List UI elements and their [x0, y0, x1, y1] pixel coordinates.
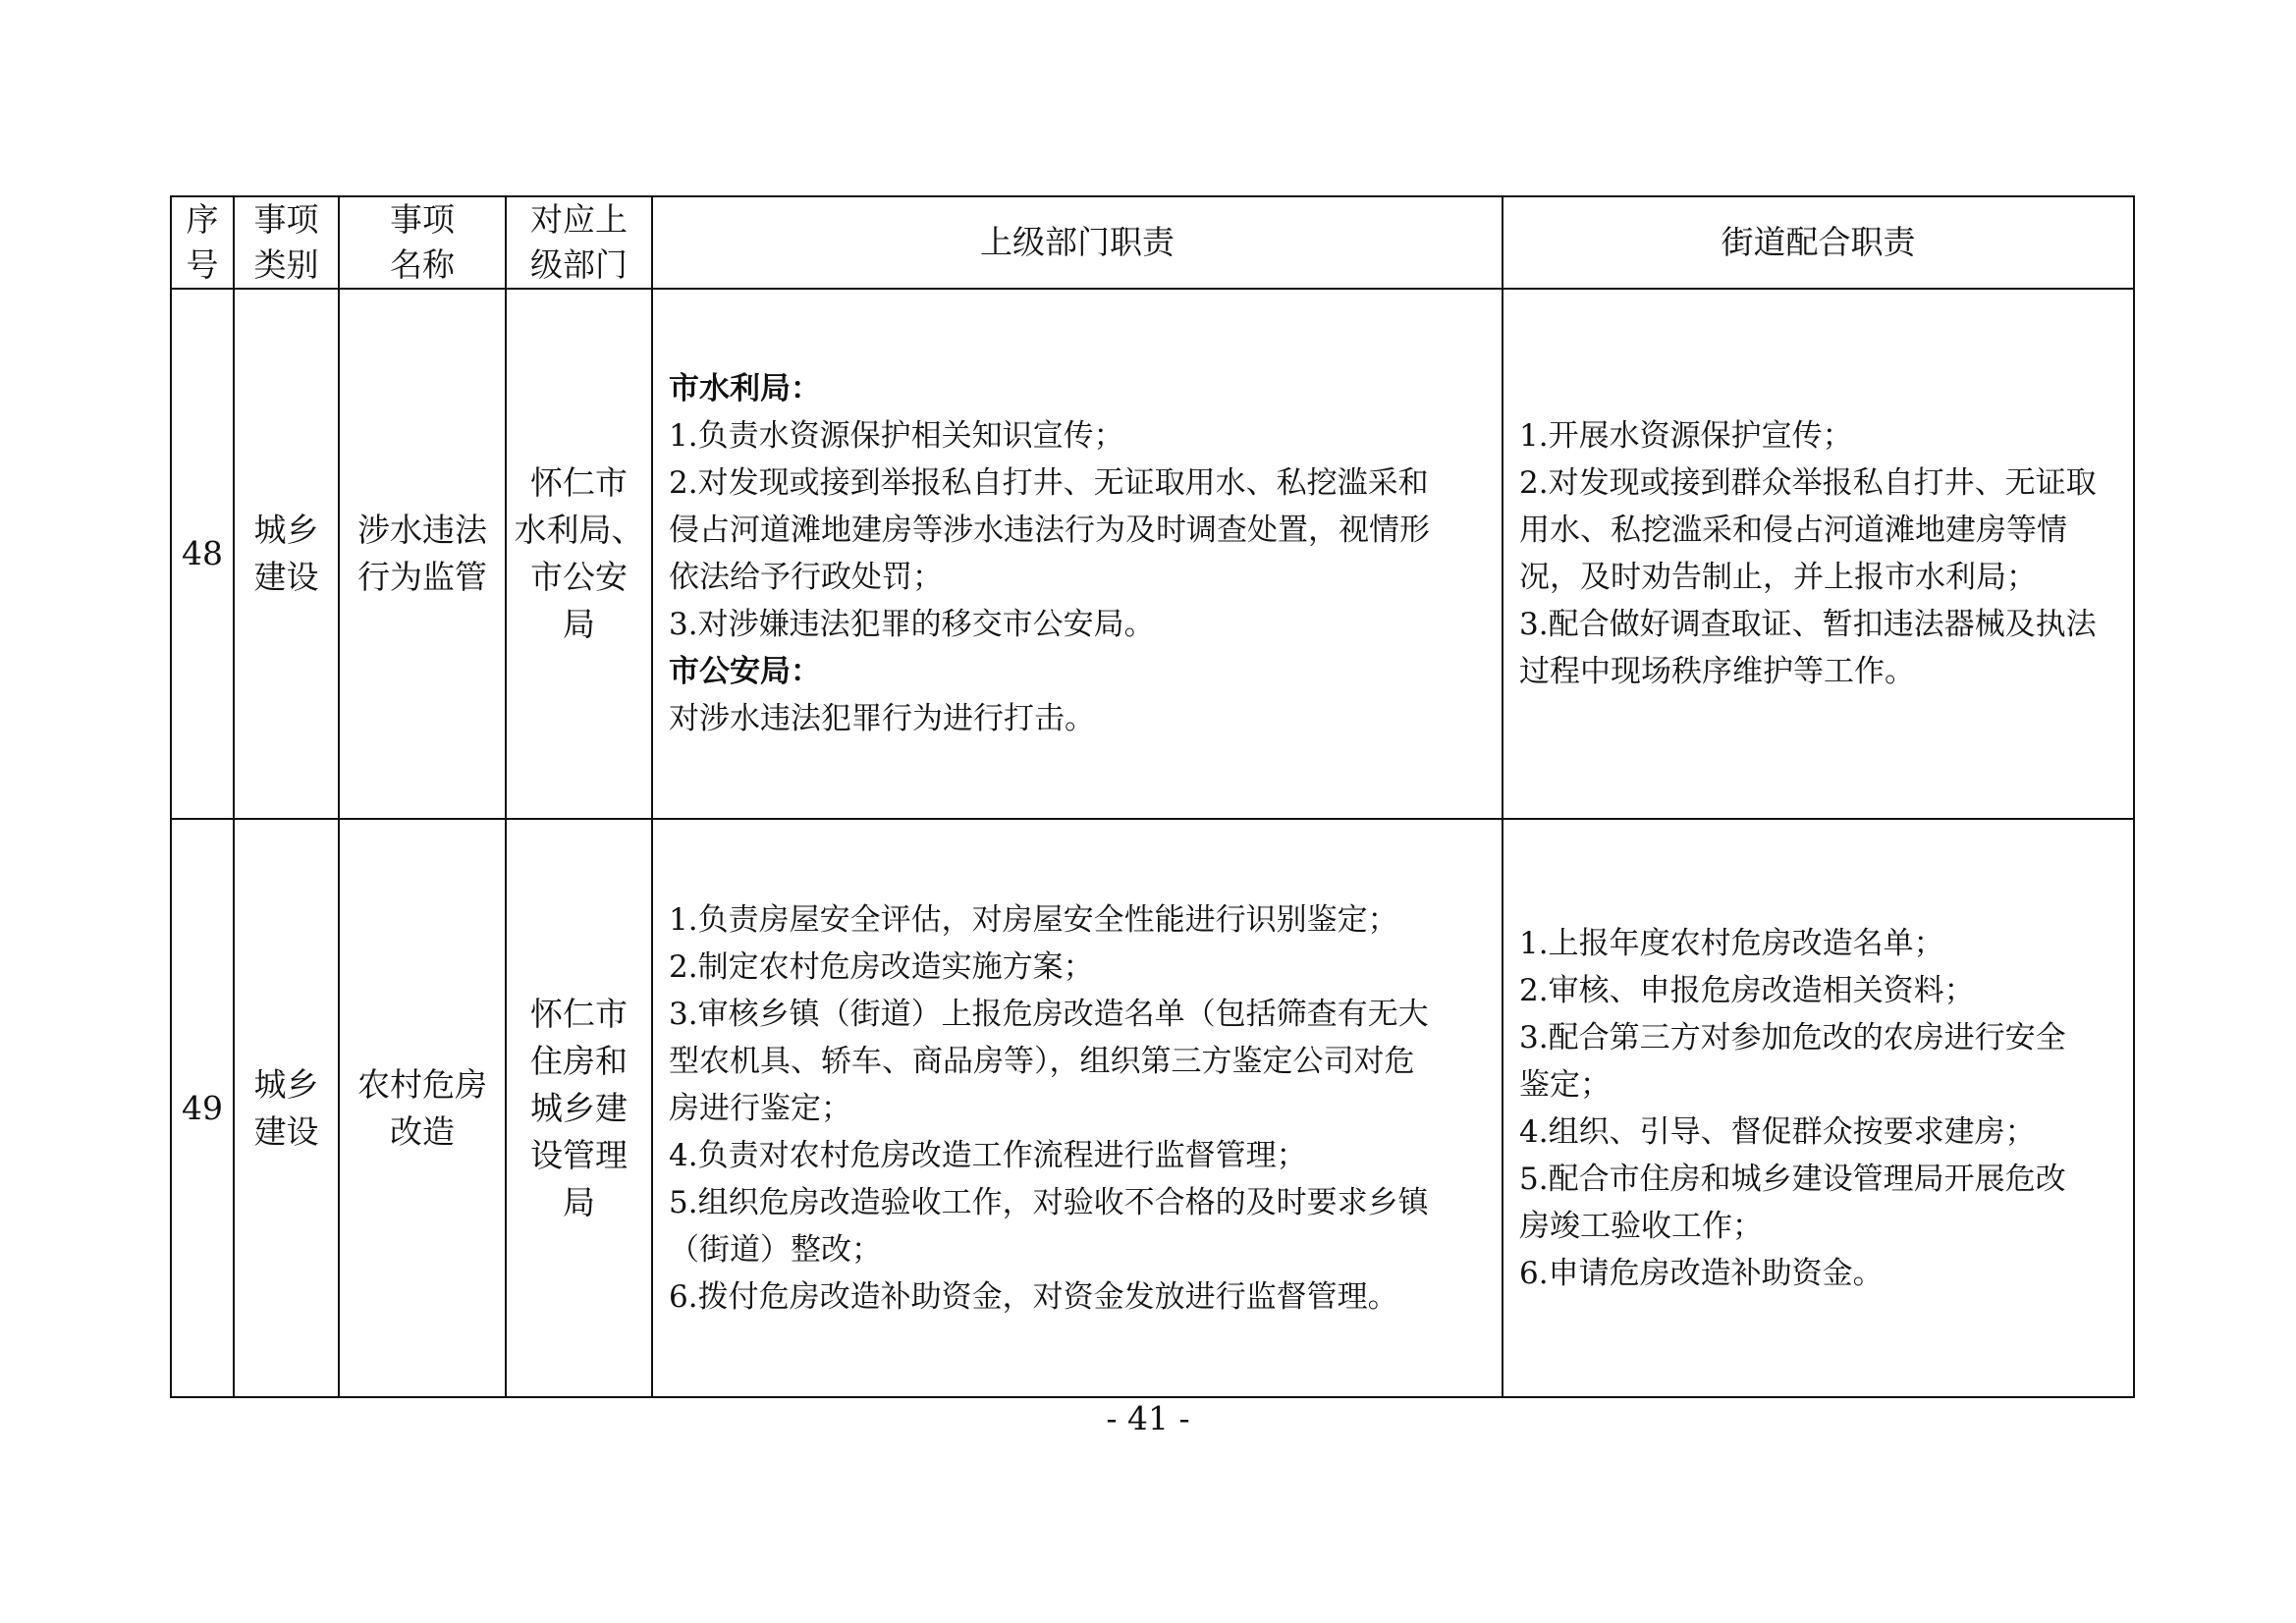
coop-line: 过程中现场秩序维护等工作。	[1519, 654, 1915, 689]
duties-line: 型农机具、轿车、商品房等），组织第三方鉴定公司对危	[669, 1043, 1415, 1079]
row-superior-duties	[652, 819, 1503, 1397]
header-item-name-line: 事项	[390, 200, 455, 239]
coop-line: 3.配合做好调查取证、暂扣违法器械及执法	[1519, 607, 2097, 642]
header-superior-duties: 上级部门职责	[652, 196, 1503, 289]
page-number: - 41 -	[1106, 1399, 1190, 1437]
table-row	[171, 289, 2134, 819]
duties-line: 1.负责房屋安全评估，对房屋安全性能进行识别鉴定；	[669, 901, 1398, 938]
header-serial-line: 号	[186, 245, 219, 284]
duties-heading: 市公安局：	[669, 654, 821, 689]
header-item-name	[339, 196, 506, 289]
header-department	[506, 196, 652, 289]
coop-line: 3.配合第三方对参加危改的农房进行安全	[1519, 1019, 2066, 1055]
header-department-line: 级部门	[530, 245, 628, 284]
row-department-line: 怀仁市	[530, 994, 628, 1033]
duties-line: 3.审核乡镇（街道）上报危房改造名单（包括筛查有无大	[669, 996, 1429, 1032]
duties-line: 4.负责对农村危房改造工作流程进行监督管理；	[669, 1137, 1307, 1173]
row-category-line: 城乡	[253, 1064, 319, 1104]
row-item-name	[339, 819, 506, 1397]
duties-line: 对涉水违法犯罪行为进行打击。	[669, 701, 1095, 736]
header-street-duties: 街道配合职责	[1503, 196, 2134, 289]
row-serial: 48	[171, 289, 234, 819]
duties-line: 2.对发现或接到举报私自打井、无证取用水、私挖滥采和	[669, 465, 1429, 501]
row-category-line: 建设	[253, 558, 319, 596]
coop-line: 房竣工验收工作；	[1519, 1208, 1763, 1244]
coop-line: 2.对发现或接到群众举报私自打井、无证取	[1519, 465, 2097, 501]
row-department	[506, 289, 652, 819]
row-department-line: 市公安	[530, 558, 628, 596]
duties-table	[170, 195, 2135, 1398]
row-category	[234, 819, 339, 1397]
row-department-line: 城乡建	[530, 1088, 628, 1127]
header-department-line: 对应上	[530, 200, 628, 239]
duties-line: 1.负责水资源保护相关知识宣传；	[669, 418, 1124, 454]
row-item-name-line: 行为监管	[357, 558, 487, 596]
duties-line: 依法给予行政处罚；	[669, 560, 943, 595]
coop-line: 4.组织、引导、督促群众按要求建房；	[1519, 1113, 2036, 1150]
table-header-row	[171, 196, 2134, 289]
row-department-line: 局	[563, 605, 595, 643]
row-department-line: 设管理	[530, 1135, 628, 1174]
coop-line: 用水、私挖滥采和侵占河道滩地建房等情	[1519, 513, 2067, 548]
duties-line: 侵占河道滩地建房等涉水违法行为及时调查处置，视情形	[669, 513, 1430, 548]
coop-line: 鉴定；	[1519, 1066, 1611, 1103]
row-category	[234, 289, 339, 819]
duties-line: 房进行鉴定；	[669, 1090, 851, 1126]
duties-line: （街道）整改；	[669, 1231, 882, 1268]
header-serial	[171, 196, 234, 289]
row-category-line: 建设	[253, 1111, 319, 1151]
header-category-line: 事项	[253, 200, 319, 239]
header-item-name-line: 名称	[390, 245, 455, 284]
row-department-line: 水利局、	[514, 511, 644, 549]
coop-line: 2.审核、申报危房改造相关资料；	[1519, 972, 1975, 1008]
row-street-duties	[1503, 819, 2134, 1397]
coop-line: 1.上报年度农村危房改造名单；	[1519, 925, 1944, 961]
row-superior-duties	[652, 289, 1503, 819]
duties-line: 3.对涉嫌违法犯罪的移交市公安局。	[669, 607, 1155, 642]
row-item-name-line: 农村危房	[357, 1064, 487, 1104]
row-street-duties	[1503, 289, 2134, 819]
coop-line: 1.开展水资源保护宣传；	[1519, 418, 1853, 454]
row-category-line: 城乡	[253, 511, 319, 549]
row-department	[506, 819, 652, 1397]
coop-line: 5.配合市住房和城乡建设管理局开展危改	[1519, 1161, 2066, 1197]
coop-line: 6.申请危房改造补助资金。	[1519, 1255, 1884, 1291]
row-department-line: 局	[563, 1182, 595, 1221]
row-item-name	[339, 289, 506, 819]
duties-line: 2.制定农村危房改造实施方案；	[669, 948, 1094, 985]
duties-line: 6.拨付危房改造补助资金，对资金发放进行监督管理。	[669, 1278, 1398, 1315]
header-category-line: 类别	[253, 245, 319, 284]
table-row	[171, 819, 2134, 1397]
row-serial: 49	[171, 819, 234, 1397]
row-item-name-line: 改造	[390, 1111, 455, 1151]
header-category	[234, 196, 339, 289]
row-department-line: 怀仁市	[530, 463, 628, 502]
duties-heading: 市水利局：	[669, 371, 821, 406]
coop-line: 况，及时劝告制止，并上报市水利局；	[1519, 560, 2037, 595]
header-serial-line: 序	[186, 200, 219, 239]
row-department-line: 住房和	[530, 1041, 628, 1080]
duties-line: 5.组织危房改造验收工作，对验收不合格的及时要求乡镇	[669, 1184, 1429, 1220]
row-item-name-line: 涉水违法	[357, 511, 487, 549]
